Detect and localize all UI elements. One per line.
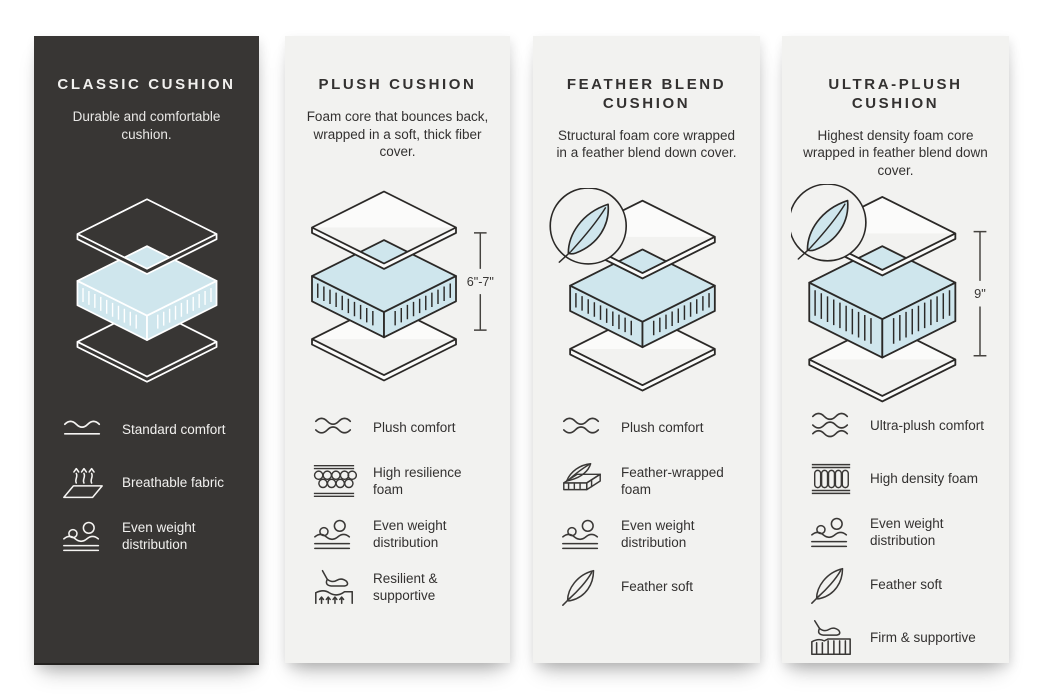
panel-title: CLASSIC CUSHION — [57, 76, 236, 93]
cushion-illustration — [782, 184, 1009, 407]
firm-supportive-icon — [808, 618, 854, 658]
feature-label: Feather soft — [870, 577, 943, 593]
cushion-illustration — [533, 188, 760, 396]
even-weight-icon — [808, 512, 854, 552]
panel-title: ULTRA-PLUSH CUSHION — [828, 76, 963, 112]
feature-label: High resilience foam — [373, 464, 462, 497]
high-density-foam-icon — [808, 459, 854, 499]
feature-label: Feather-wrapped foam — [621, 464, 724, 497]
panel-description: Structural foam core wrapped in a feather blend down cover. — [556, 127, 737, 161]
feather-badge — [791, 184, 866, 261]
feature-label: Firm & supportive — [870, 630, 976, 646]
feature-row — [559, 461, 752, 501]
feather-badge — [550, 188, 626, 264]
feature-row — [559, 514, 752, 554]
feature-row — [808, 512, 1001, 552]
feature-label: Even weight distribution — [621, 517, 695, 550]
feature-row — [311, 567, 502, 607]
panel-header — [48, 76, 245, 143]
panel-ultra-plush-cushion — [782, 36, 1009, 663]
height-measurement-label: 9" — [973, 286, 986, 302]
honeycomb-foam-icon — [311, 461, 357, 501]
panel-description: Durable and comfortable cushion. — [72, 108, 221, 142]
feature-row — [60, 516, 251, 556]
feature-row — [808, 618, 1001, 658]
double-wave-icon — [311, 408, 357, 448]
feature-label: Feather soft — [621, 579, 694, 595]
feather-icon — [559, 567, 605, 607]
feature-list — [559, 408, 752, 620]
panel-classic-cushion — [34, 36, 259, 665]
cushion-illustration — [285, 186, 510, 386]
panel-description: Highest density foam core wrapped in feather blend down cover. — [803, 127, 988, 179]
panel-header — [547, 76, 746, 162]
panel-feather-blend-cushion — [533, 36, 760, 663]
even-weight-icon — [60, 516, 106, 556]
feather-wrapped-foam-icon — [559, 461, 605, 501]
feature-label: Even weight distribution — [373, 517, 447, 550]
feature-row — [559, 567, 752, 607]
cushion-layers-diagram — [791, 184, 1001, 407]
even-weight-icon — [311, 514, 357, 554]
panel-header — [299, 76, 496, 161]
feature-row — [311, 408, 502, 448]
height-measurement — [467, 233, 494, 330]
feature-label: Plush comfort — [373, 420, 456, 436]
breathable-icon — [60, 463, 106, 503]
feature-label: Ultra-plush comfort — [870, 418, 985, 434]
feature-row — [311, 514, 502, 554]
cushion-layers-diagram — [294, 186, 501, 386]
feature-label: Even weight distribution — [870, 515, 944, 548]
feather-icon — [808, 565, 854, 605]
panel-title: FEATHER BLEND CUSHION — [566, 76, 727, 112]
feature-row — [559, 408, 752, 448]
height-measurement — [973, 232, 986, 356]
panel-description: Foam core that bounces back, wrapped in a soft, thick fiber cover. — [306, 108, 489, 160]
feature-label: High density foam — [870, 471, 979, 487]
panel-plush-cushion — [285, 36, 510, 663]
height-measurement-label: 6"-7" — [466, 275, 494, 289]
cushion-illustration — [34, 194, 259, 387]
resilient-supportive-icon — [311, 567, 357, 607]
feature-list — [311, 408, 502, 620]
feature-row — [808, 459, 1001, 499]
wave-icon — [60, 410, 106, 450]
panel-title: PLUSH CUSHION — [318, 76, 477, 93]
feature-list — [808, 406, 1001, 671]
double-wave-icon — [559, 408, 605, 448]
feature-row — [60, 410, 251, 450]
feature-row — [808, 565, 1001, 605]
feature-label: Standard comfort — [122, 422, 226, 438]
feature-label: Plush comfort — [621, 420, 704, 436]
cushion-layers-diagram — [543, 188, 751, 396]
feature-label: Breathable fabric — [122, 475, 225, 491]
feature-label: Even weight distribution — [122, 519, 196, 552]
feature-list — [60, 410, 251, 569]
panel-header — [796, 76, 995, 180]
cushion-layers-diagram — [47, 194, 247, 387]
even-weight-icon — [559, 514, 605, 554]
triple-wave-icon — [808, 406, 854, 446]
feature-row — [311, 461, 502, 501]
feature-label: Resilient & supportive — [373, 570, 438, 603]
feature-row — [808, 406, 1001, 446]
feature-row — [60, 463, 251, 503]
